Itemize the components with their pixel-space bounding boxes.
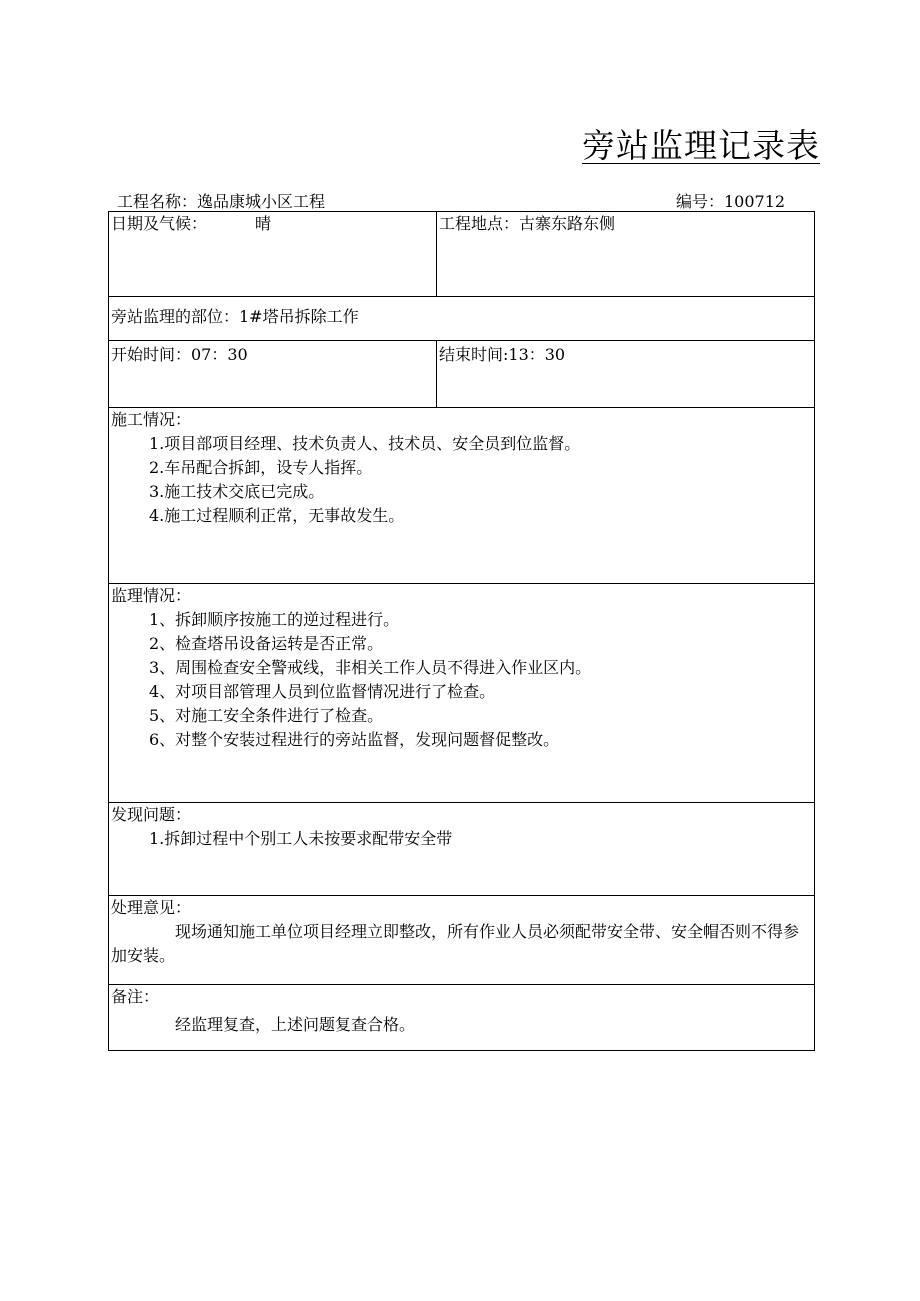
weather-value: 晴: [255, 214, 272, 233]
record-number: 编号：100712: [676, 192, 786, 211]
part-text: 旁站监理的部位：1#塔吊拆除工作: [111, 307, 359, 326]
supervision-label: 监理情况：: [111, 586, 192, 605]
part-cell: [109, 297, 815, 341]
handling-cell: [109, 896, 815, 985]
supervision-item: 6、对整个安装过程进行的旁站监督，发现问题督促整改。: [149, 730, 560, 749]
problem-item: 1.拆卸过程中个别工人未按要求配带安全带: [149, 829, 453, 848]
start-time-cell: [109, 341, 437, 408]
remarks-text: 经监理复查，上述问题复查合格。: [175, 1015, 416, 1034]
date-weather-label: 日期及气候：: [111, 214, 208, 233]
location-cell: [437, 212, 815, 297]
handling-label: 处理意见：: [111, 898, 192, 917]
problems-cell: [109, 803, 815, 896]
construction-label: 施工情况：: [111, 410, 192, 429]
supervision-item: 1、拆卸顺序按施工的逆过程进行。: [149, 610, 400, 629]
date-weather-cell: [109, 212, 437, 297]
remarks-cell: [109, 985, 815, 1051]
handling-text: 现场通知施工单位项目经理立即整改，所有作业人员必须配带安全带、安全帽否则不得参加安装。: [111, 922, 800, 965]
record-table: [108, 211, 815, 1051]
problems-label: 发现问题：: [111, 805, 192, 824]
construction-item: 2.车吊配合拆卸，设专人指挥。: [149, 458, 373, 477]
start-time-text: 开始时间：07：30: [111, 345, 248, 364]
supervision-item: 4、对项目部管理人员到位监督情况进行了检查。: [149, 682, 496, 701]
supervision-cell: [109, 584, 815, 803]
construction-item: 3.施工技术交底已完成。: [149, 482, 325, 501]
form-title: 旁站监理记录表: [582, 126, 820, 165]
end-time-cell: [437, 341, 815, 408]
construction-cell: [109, 408, 815, 584]
supervision-item: 3、周围检查安全警戒线，非相关工作人员不得进入作业区内。: [149, 658, 592, 677]
construction-item: 4.施工过程顺利正常，无事故发生。: [149, 506, 405, 525]
construction-item: 1.项目部项目经理、技术负责人、技术员、安全员到位监督。: [149, 434, 581, 453]
project-name: 工程名称：逸品康城小区工程: [117, 192, 326, 211]
remarks-label: 备注：: [111, 987, 160, 1006]
supervision-item: 5、对施工安全条件进行了检查。: [149, 706, 384, 725]
location-text: 工程地点：古寨东路东侧: [439, 214, 616, 233]
end-time-text: 结束时间:13：30: [439, 345, 566, 364]
supervision-item: 2、检查塔吊设备运转是否正常。: [149, 634, 384, 653]
